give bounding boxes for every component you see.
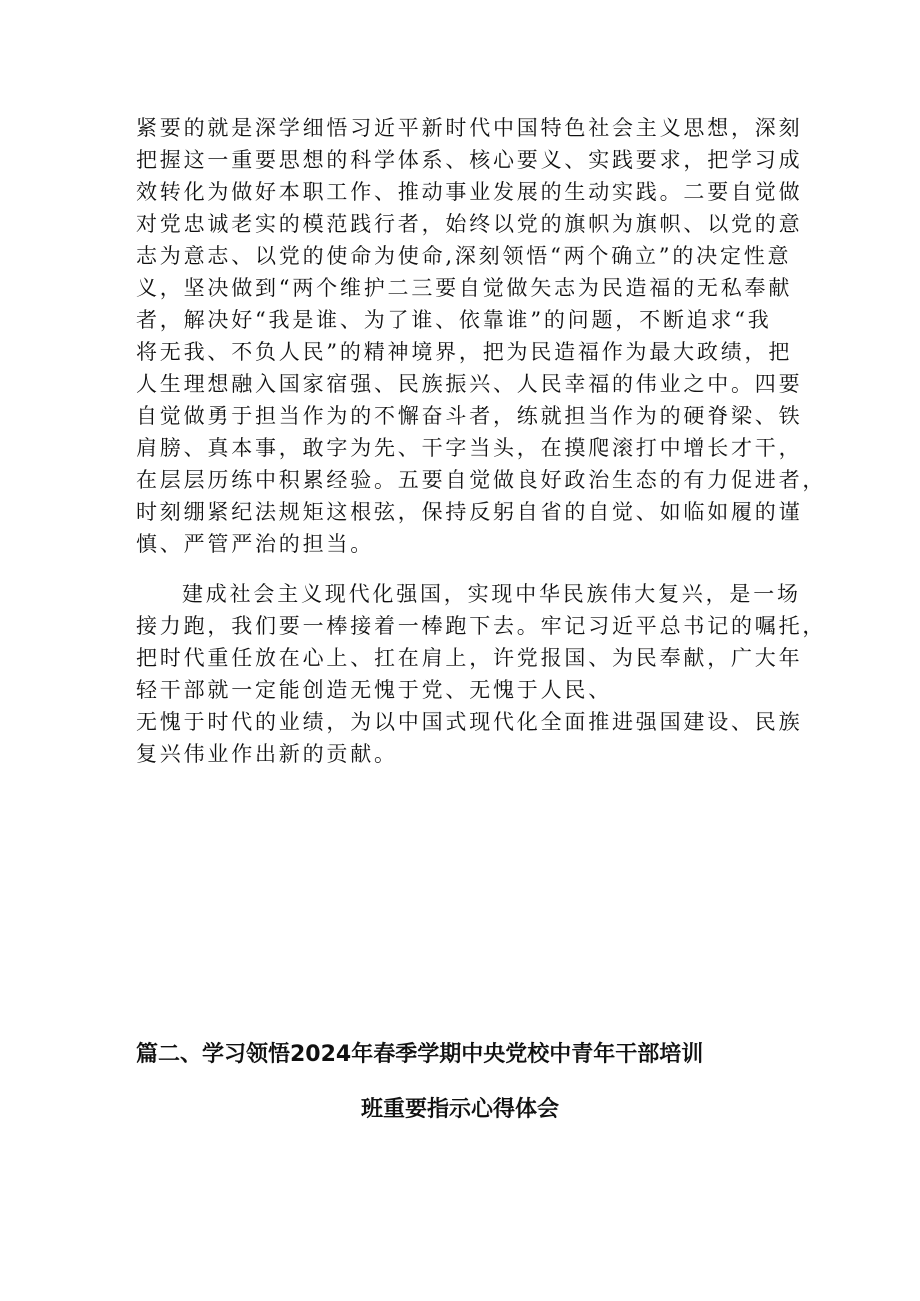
paragraph-gap	[136, 560, 796, 578]
text-line: 人生理想融入国家宿强、民族振兴、人民幸福的伟业之中。四要	[136, 372, 803, 396]
paragraph-1	[136, 112, 827, 560]
text-line: 把时代重任放在心上、扛在肩上，许党报国、为民奉献，广大年	[136, 646, 803, 670]
text-line: 无愧于时代的业绩，为以中国式现代化全面推进强国建设、民族	[136, 710, 803, 734]
text-line: 把握这一重要思想的科学体系、核心要义、实践要求，把学习成	[136, 148, 803, 172]
body-text	[136, 112, 827, 770]
text-line: 慎、严管严治的担当。	[136, 532, 374, 556]
text-line: 肩膀、真本事，敢字为先、干字当头，在摸爬滚打中增长才干，	[136, 436, 803, 460]
text-line: 者，解决好“我是谁、为了谁、依靠谁”的问题，不断追求“我	[136, 308, 772, 332]
text-line: 建成社会主义现代化强国，实现中华民族伟大复兴，是一场	[182, 582, 801, 606]
text-line: 在层层历练中积累经验。五要自觉做良好政治生态的有力促进者，	[136, 468, 827, 492]
section-title-line-2: 班重要指示心得体会	[360, 1097, 559, 1122]
text-line: 时刻绷紧纪法规矩这根弦，保持反躬自省的自觉、如临如履的谨	[136, 500, 803, 524]
text-line: 义，坚决做到“两个维护二三要自觉做矢志为民造福的无私奉献	[136, 276, 793, 300]
text-line: 自觉做勇于担当作为的不懈奋斗者，练就担当作为的硬脊梁、铁	[136, 404, 803, 428]
text-line: 效转化为做好本职工作、推动事业发展的生动实践。二要自觉做	[136, 180, 803, 204]
text-line: 紧要的就是深学细悟习近平新时代中国特色社会主义思想，深刻	[136, 116, 803, 140]
paragraph-2	[136, 578, 827, 770]
text-line: 将无我、不负人民”的精神境界，把为民造福作为最大政绩，把	[136, 340, 793, 364]
section-title-line-1: 篇二、学习领悟2024年春季学期中央党校中青年干部培训	[136, 1042, 704, 1067]
text-line: 接力跑，我们要一棒接着一棒跑下去。牢记习近平总书记的嘱托，	[136, 614, 827, 638]
text-line: 轻干部就一定能创造无愧于党、无愧于人民、	[136, 678, 612, 702]
text-line: 志为意志、以党的使命为使命,深刻领悟“两个确立”的决定性意	[136, 244, 792, 268]
text-line: 复兴伟业作出新的贡献。	[136, 742, 398, 766]
text-line: 对党忠诚老实的模范践行者，始终以党的旗帜为旗帜、以党的意	[136, 212, 803, 236]
